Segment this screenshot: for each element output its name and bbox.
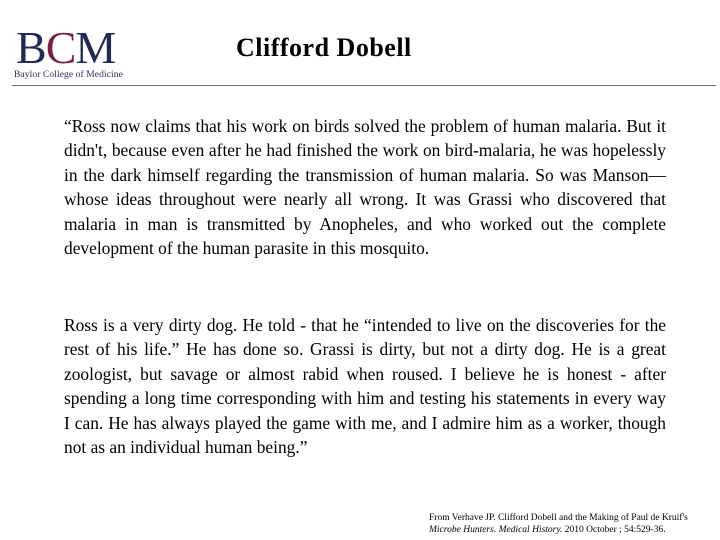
citation-line-2 bbox=[429, 524, 717, 536]
citation-line-1: From Verhave JP. Clifford Dobell and the Making of Paul de Kruif's bbox=[429, 513, 688, 523]
title-divider bbox=[12, 85, 716, 86]
logo-letter-m: M bbox=[75, 22, 116, 73]
quote-paragraph-2: Ross is a very dirty dog. He told - that he “intended to live on the discoveries for the rest of his life.” He has done so. Grassi is dirty, but not a dirty dog. He is a great zoologist, but savage or almost rabid when roused. I believe he is honest - after spending a long time corresponding with him and testing his statements in every way I can. He has always played the game with me, and I admire him as a worker, though not as an individual human being.” bbox=[64, 315, 666, 458]
source-citation bbox=[429, 512, 717, 536]
baylor-college-of-medicine-logo bbox=[12, 22, 132, 80]
logo-subtitle: Baylor College of Medicine bbox=[14, 70, 123, 80]
logo-letter-b: B bbox=[16, 22, 46, 73]
slide-title: Clifford Dobell bbox=[236, 33, 412, 62]
logo-letter-c: C bbox=[45, 22, 76, 73]
citation-journal: Microbe Hunters. Medical History. bbox=[429, 525, 563, 535]
quote-paragraph-1: “Ross now claims that his work on birds solved the problem of human malaria. But it didn't, because even after he had finished the work on bird-malaria, he was hopelessly in the dark himself regarding the transmission of human malaria. So was Manson—whose ideas throughout were nearly all wrong. It was Grassi who discovered that malaria in man is transmitted by Anopheles, and who worked out the complete development of the human parasite in this mosquito. bbox=[64, 116, 666, 259]
citation-details: 2010 October ; 54:529-36. bbox=[562, 525, 666, 535]
logo-bcm-mark bbox=[16, 22, 116, 73]
